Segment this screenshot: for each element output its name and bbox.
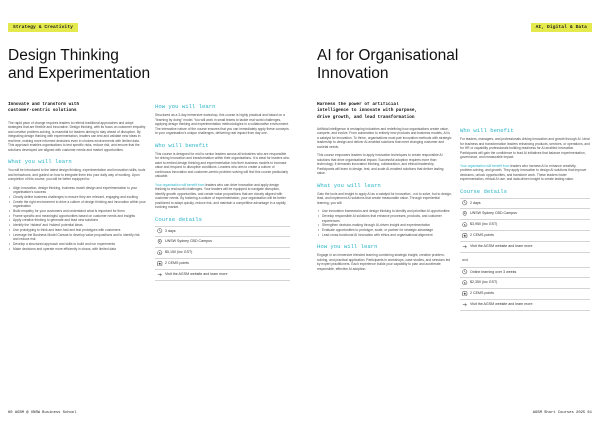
detail-cems: 2 CEMS points	[460, 289, 590, 300]
right-column-1	[317, 102, 452, 404]
list-item: • Identify the 'riskiest' and 'riskiest' potential ideas	[8, 223, 146, 227]
and-separator: and	[462, 257, 468, 262]
left-column-2	[155, 103, 290, 403]
course-details-online	[460, 267, 590, 311]
arrow-right-icon	[155, 272, 165, 278]
list-item: • Use innovation frameworks and design thinking to identify and prioritise AI opportunities	[317, 209, 452, 213]
org-benefit-body: leaders who can drive innovation and apply design thinking to real-world challenges. Your leaders will be equipped to navigate disruption, identify growth opportunities, and create value propositions that are closely aligned with customer needs. By fostering a culture of experimentation, your organisation will be better positioned to adapt quickly, reduce risk, and maintain a competitive advantage in a rapidly evolving market.	[155, 182, 286, 209]
dollar-icon	[460, 222, 470, 228]
page-title-line: and Experimentation	[8, 65, 151, 82]
benefit-text: For leaders, managers, and professionals driving innovation and growth through AI. Ideal for business and transformation leaders enhancing products, services, or operations, and for HR or capability professionals building readiness for AI-enabled innovation. Participants will gain the confidence to lead AI initiatives that balance experimentation, governance, and measurable impact.	[460, 137, 590, 159]
page-title-line: Innovation	[317, 65, 389, 82]
lead-line: intelligence to innovate with purpose,	[317, 108, 418, 114]
learn-heading: What you will learn	[317, 181, 381, 189]
learn-heading: What you will learn	[8, 158, 72, 166]
detail-cems: 2 CEMS points	[460, 231, 590, 242]
list-item: • Lead cross-functional AI innovation with ethics and organisational alignment	[317, 233, 452, 237]
detail-price: $ $3,950 (inc GST)	[460, 220, 590, 231]
detail-duration: Online learning over 3 weeks	[460, 267, 590, 278]
page-title-line: AI for Organisational	[317, 47, 459, 64]
org-benefit-lead: Your organisation will benefit from	[155, 182, 205, 187]
star-icon	[460, 233, 470, 239]
list-item: • Leverage the Business Model Canvas to develop value propositions and to identify risk and reduce risk	[8, 233, 146, 242]
learn-list	[317, 209, 452, 237]
right-column-2	[460, 127, 590, 404]
category-tag: AI, Digital & Data	[531, 23, 592, 32]
benefit-text: This course is designed for mid to senior leaders across all industries who are responsible for driving innovation and transformation within their organisations. It is ideal for leaders who want to embed design thinking and experimentation into their business models to increase value and respond to disruptive conditions. Leaders who aim to create a culture of continuous innovation and customer-centric problem solving will find this course particularly valuable.	[155, 151, 290, 178]
detail-link[interactable]: Visit the AGSM website and learn more	[460, 242, 590, 253]
lead-line: customer-centric solutions	[8, 108, 77, 114]
detail-cems: 2 CEMS points	[155, 259, 290, 270]
list-item: • Apply creative thinking to generate and lead new solutions	[8, 218, 146, 222]
arrow-right-icon	[460, 244, 470, 250]
list-item: • Develop responsible AI solutions that enhance processes, products, and customer experiences	[317, 214, 452, 223]
list-item: • Strengthen decision-making through AI-driven insight and experimentation	[317, 223, 452, 227]
list-item: • Develop a structured approach and skills to build and run experiments	[8, 242, 146, 246]
org-benefit-lead: Your organisation will benefit from	[460, 163, 510, 168]
svg-text:$: $	[159, 250, 161, 255]
star-icon	[460, 291, 470, 297]
list-item: • Build empathy for your customers and understand what is important for them	[8, 209, 146, 213]
clock-icon	[460, 269, 470, 275]
how-text: Structured as a 3-day immersive workshop, this course is highly practical and based on a "learning by doing" model. You will work in small teams to tackle real world challenges, applying design thinking and experimentation methodologies in a collaborative environment. The interactive nature of the course ensures that you can immediately apply these concepts to your organisation's unique challenges, delivering real impact from day one.	[155, 113, 289, 135]
how-heading: How you will learn	[155, 103, 216, 110]
list-item: • Align innovation, design thinking, business model design and experimentation to your organisation's success	[8, 186, 146, 195]
intro-paragraph-2: This course empowers leaders to apply innovation techniques to create responsible AI solutions that drive organisational impact. Successful adoption requires more than technology; it demands innovation thinking, collaboration, and ethical leadership. Participants will learn to design, test, and scale AI-enabled solutions that deliver lasting value.	[317, 153, 444, 176]
dollar-icon	[155, 250, 165, 256]
org-benefit-text	[155, 183, 290, 210]
lead-line: Harness the power of artificial	[317, 102, 399, 107]
page-footer: AGSM Short Courses 2025 61	[532, 411, 592, 415]
course-details	[155, 226, 290, 281]
detail-link[interactable]: Visit the AGSM website and learn more	[460, 300, 590, 311]
right-page	[300, 0, 600, 424]
list-item: • Evaluate opportunities to prototype, scale, or partner for strategic advantage	[317, 228, 452, 232]
org-benefit-body: leaders who harness AI to enhance creativity, problem-solving, and growth. They apply innovation to design AI solutions that improve decisions, unlock opportunities, and transform work. These leaders foster experimentation, ethical AI use, and data-driven insight to create lasting value.	[460, 163, 587, 181]
learn-list	[8, 186, 146, 252]
detail-location: UNSW Sydney CBD Campus	[460, 209, 590, 220]
how-text: Engage in an immersive blended learning combining strategic insight, creative problem-solving, and practical application. Participants in workshops, case studies, and sessions led by expert practitioners. Each experience builds your capability to plan and accelerate responsible, effective AI adoption.	[317, 253, 451, 271]
lead-line: Innovate and transform with	[8, 102, 80, 107]
intro-paragraph: The rapid pace of change requires leaders to rethink traditional approaches and adopt strategies that are flexible and innovative. Design thinking, with its focus on customer empathy and creative problem-solving, is essential for leaders aiming to stay ahead of disruption. By integrating design thinking with experimentation, leaders can test and validate new ideas in real time, making more informed decisions even in choices environments with limited data. This approach enables organisations to test specific risks, reduce risk, and ensure that the solutions developed are aligned with customer needs and market opportunities.	[8, 120, 146, 152]
category-tag: Strategy & Creativity	[8, 23, 78, 32]
page-title	[8, 47, 238, 83]
benefit-heading: Who will benefit	[460, 127, 514, 134]
clock-icon	[155, 228, 165, 234]
left-column-1	[8, 102, 146, 404]
page-title	[317, 47, 577, 83]
arrow-right-icon	[460, 302, 470, 308]
detail-price: $ $2,350 (inc GST)	[460, 278, 590, 289]
learn-intro: You will be introduced to the latest design thinking, experimentation and innovation skills, tools and behaviours, and guided on how to integrate them into your daily way of working. Upon completion of this course, you will be better equipped to:	[8, 168, 146, 182]
svg-text:$: $	[464, 280, 466, 285]
details-heading: Course details	[460, 187, 507, 195]
how-heading: How you will learn	[317, 243, 378, 251]
course-details-face-to-face	[460, 198, 590, 253]
list-item: • Use prototyping to think and learn fast and test prototypes with customers	[8, 228, 146, 232]
learn-intro: Gain the tools and insight to apply AI as a catalyst for innovation - not to solve, but to design, lead, and implement AI solutions that create measurable value. Through experiential learning, you will:	[317, 191, 452, 205]
detail-link[interactable]: Visit the AGSM website and learn more	[155, 270, 290, 281]
benefit-heading: Who will benefit	[155, 141, 209, 149]
clock-icon	[460, 200, 470, 206]
detail-price: $ $5,150 (inc GST)	[155, 248, 290, 259]
org-benefit-text	[460, 164, 590, 182]
detail-duration: 2 days	[460, 198, 590, 209]
dollar-icon	[460, 280, 470, 286]
detail-duration: 3 days	[155, 226, 290, 237]
lead-text	[317, 102, 452, 121]
location-pin-icon	[460, 211, 470, 217]
list-item: • Make decisions and operate more efficiently in chaos, with limited data	[8, 247, 146, 251]
lead-text	[8, 102, 146, 115]
list-item: • Clearly define business challenges to ensure they are relevant, engaging and exciting	[8, 195, 146, 199]
location-pin-icon	[155, 239, 165, 245]
list-item: • Frame specific and meaningful opportunities based on customer needs and insights	[8, 214, 146, 218]
page-footer: 60 AGSM @ UNSW Business School	[8, 411, 77, 415]
intro-paragraph: Artificial intelligence is reshaping industries and redefining how organisations create value, compete, and evolve. From automation to entirely new products and business models, AI is a catalyst for innovation. To thrive, organisations must pair innovation methods with strategic leadership to design and deliver AI-enabled solutions that meet changing customer and societal needs.	[317, 126, 452, 149]
svg-text:$: $	[464, 222, 466, 227]
page-title-line: Design Thinking	[8, 47, 119, 64]
detail-location: UNSW Sydney CBD Campus	[155, 237, 290, 248]
list-item: • Create the right environment to drive a culture of design thinking and innovation within your organisation	[8, 200, 146, 209]
star-icon	[155, 261, 165, 267]
details-heading: Course details	[155, 215, 202, 223]
lead-line: drive growth, and lead transformation	[317, 114, 415, 120]
